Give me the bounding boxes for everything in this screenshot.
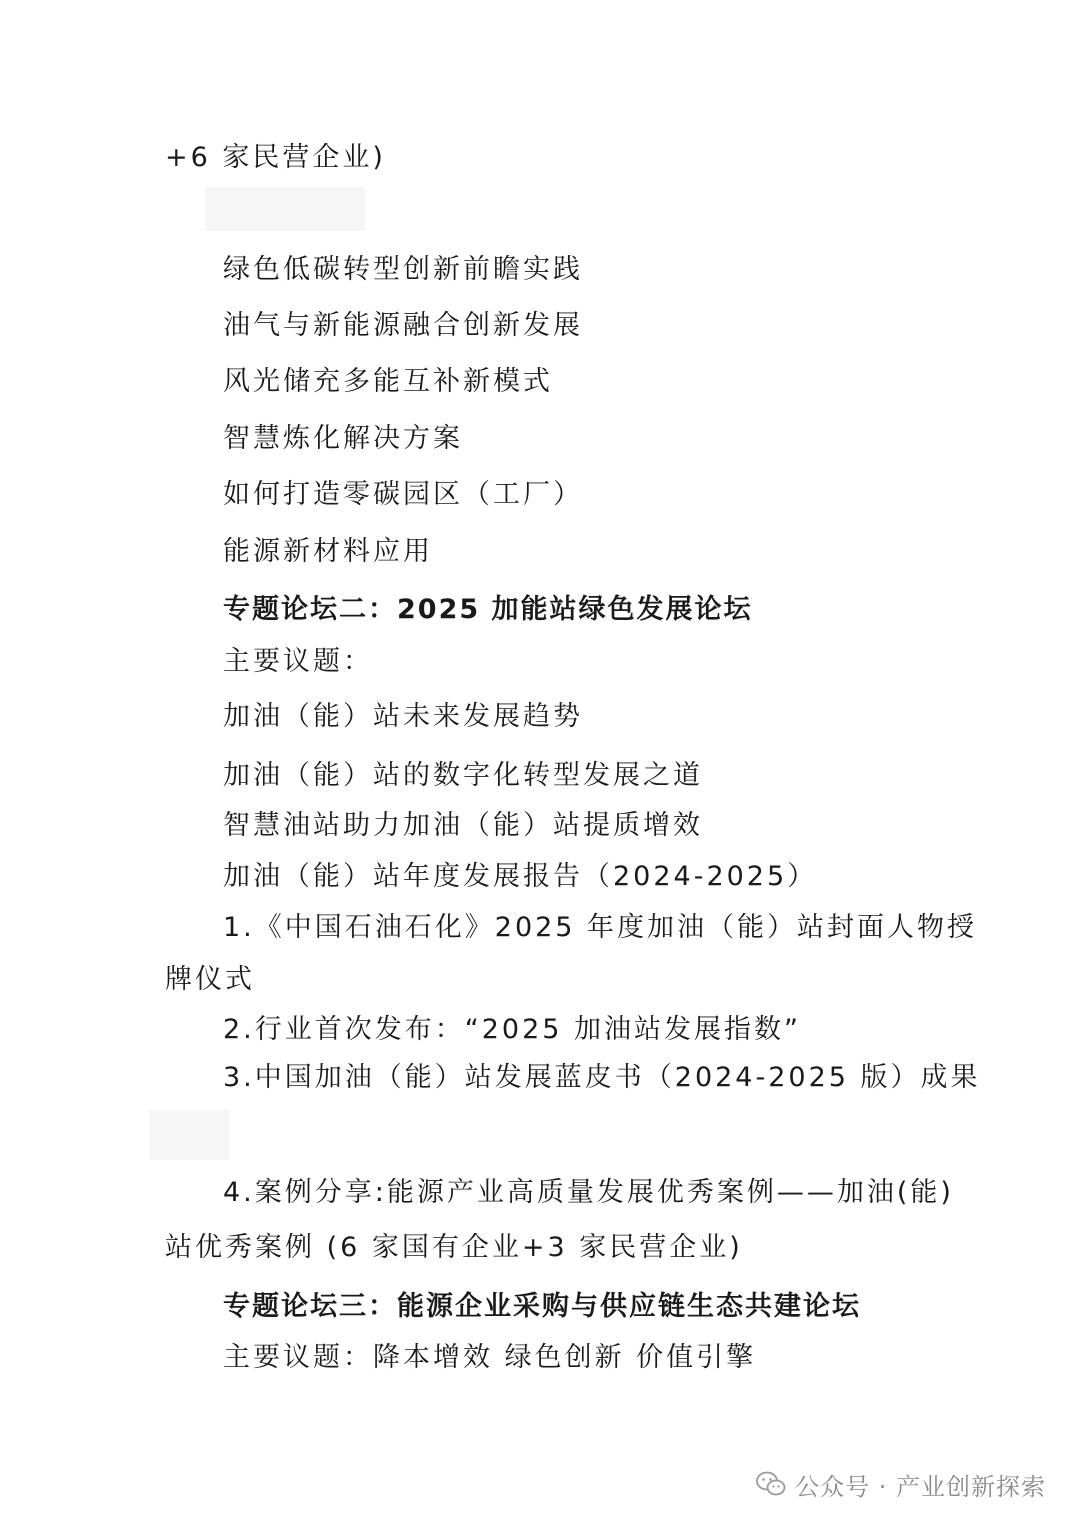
agenda-item: 加油（能）站年度发展报告（2024-2025） xyxy=(223,861,818,892)
agenda-item: 加油（能）站未来发展趋势 xyxy=(223,701,583,732)
wechat-icon xyxy=(755,1470,787,1498)
numbered-item: 1.《中国石油石化》2025 年度加油（能）站封面人物授 xyxy=(223,912,978,943)
agenda-item: 智慧炼化解决方案 xyxy=(223,423,463,454)
agenda-item: 油气与新能源融合创新发展 xyxy=(223,310,583,341)
redacted-patch xyxy=(205,187,365,231)
watermark-text: 公众号 · 产业创新探索 xyxy=(795,1472,1046,1501)
section-heading: 专题论坛三：能源企业采购与供应链生态共建论坛 xyxy=(223,1291,861,1322)
numbered-item-continuation: 站优秀案例 (6 家国有企业+3 家民营企业) xyxy=(165,1232,743,1263)
section-heading: 专题论坛二：2025 加能站绿色发展论坛 xyxy=(223,594,753,625)
agenda-item: 智慧油站助力加油（能）站提质增效 xyxy=(223,810,703,841)
agenda-item: 风光储充多能互补新模式 xyxy=(223,366,553,397)
watermark xyxy=(755,1466,1046,1502)
numbered-item: 4.案例分享:能源产业高质量发展优秀案例——加油(能) xyxy=(223,1177,954,1208)
numbered-item: 3.中国加油（能）站发展蓝皮书（2024-2025 版）成果 xyxy=(223,1062,981,1093)
agenda-item: 加油（能）站的数字化转型发展之道 xyxy=(223,760,703,791)
agenda-item: 能源新材料应用 xyxy=(223,536,433,567)
topic-label: 主要议题： xyxy=(223,646,373,677)
agenda-item: 绿色低碳转型创新前瞻实践 xyxy=(223,254,583,285)
redacted-patch xyxy=(150,1110,230,1160)
agenda-item: 如何打造零碳园区（工厂） xyxy=(223,479,583,510)
topic-label: 主要议题：降本增效 绿色创新 价值引擎 xyxy=(223,1342,757,1373)
numbered-item: 2.行业首次发布：“2025 加油站发展指数” xyxy=(223,1014,802,1045)
text-line: +6 家民营企业) xyxy=(165,142,386,173)
numbered-item-continuation: 牌仪式 xyxy=(165,964,255,995)
